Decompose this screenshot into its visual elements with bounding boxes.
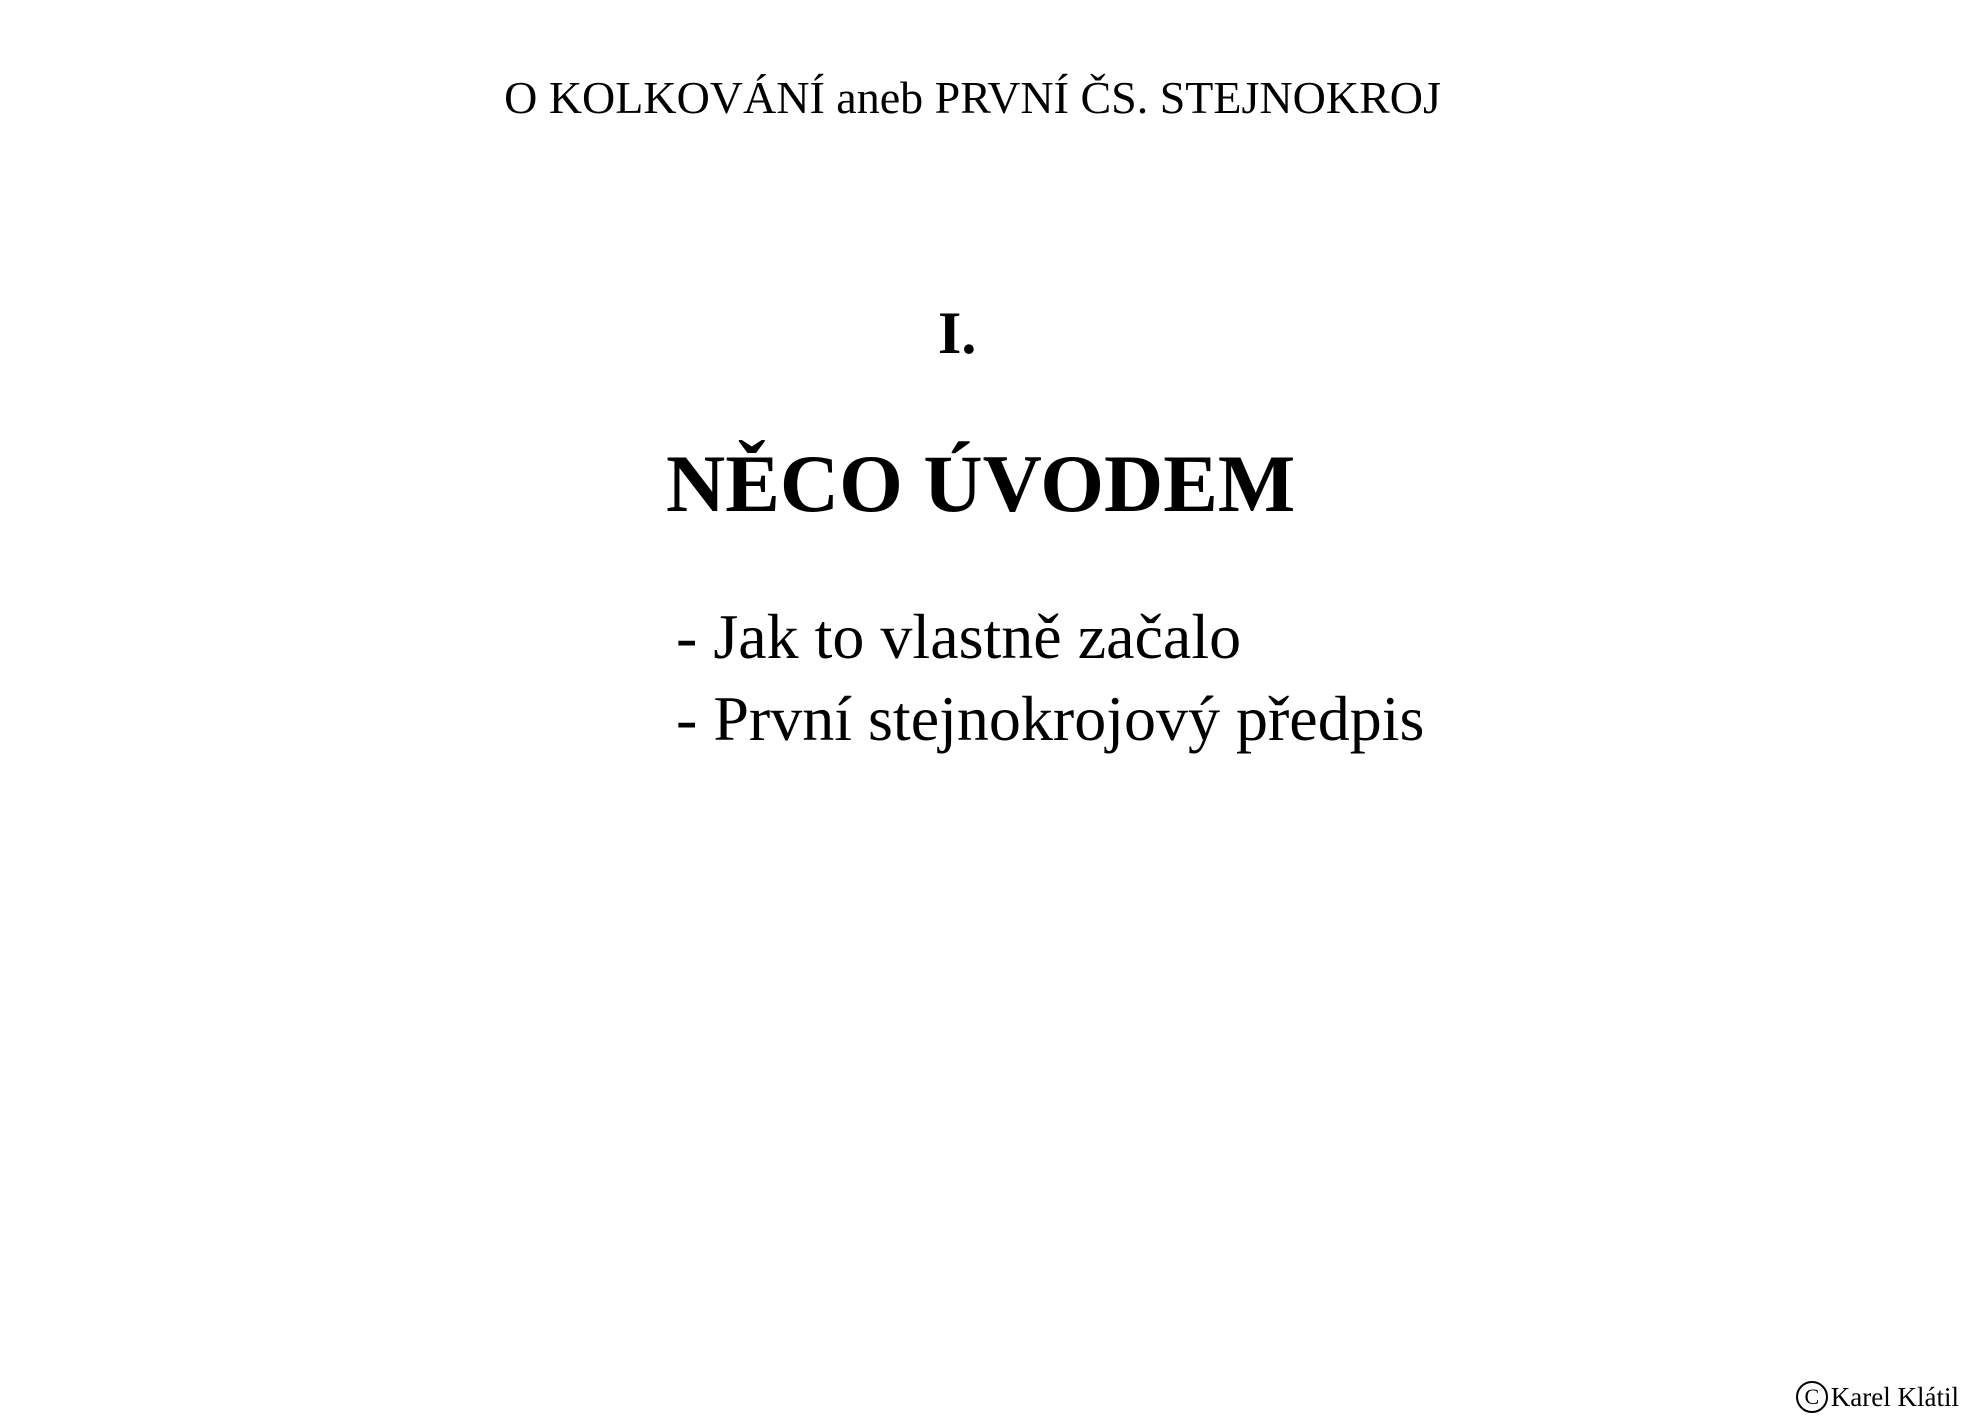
topic-dash: - [676, 601, 698, 672]
topic-item [676, 596, 1424, 678]
chapter-title: NĚCO ÚVODEM [666, 438, 1296, 529]
document-header-title: O KOLKOVÁNÍ aneb PRVNÍ ČS. STEJNOKROJ [504, 72, 1441, 123]
copyright-notice [1796, 1381, 1959, 1413]
topic-item [676, 678, 1424, 760]
topic-text: První stejnokrojový předpis [713, 683, 1425, 754]
topic-list [676, 596, 1424, 760]
chapter-number: I. [938, 300, 977, 366]
copyright-icon: C [1796, 1381, 1828, 1413]
topic-text: Jak to vlastně začalo [713, 601, 1242, 672]
copyright-author: Karel Klátil [1830, 1382, 1959, 1412]
topic-dash: - [676, 683, 698, 754]
